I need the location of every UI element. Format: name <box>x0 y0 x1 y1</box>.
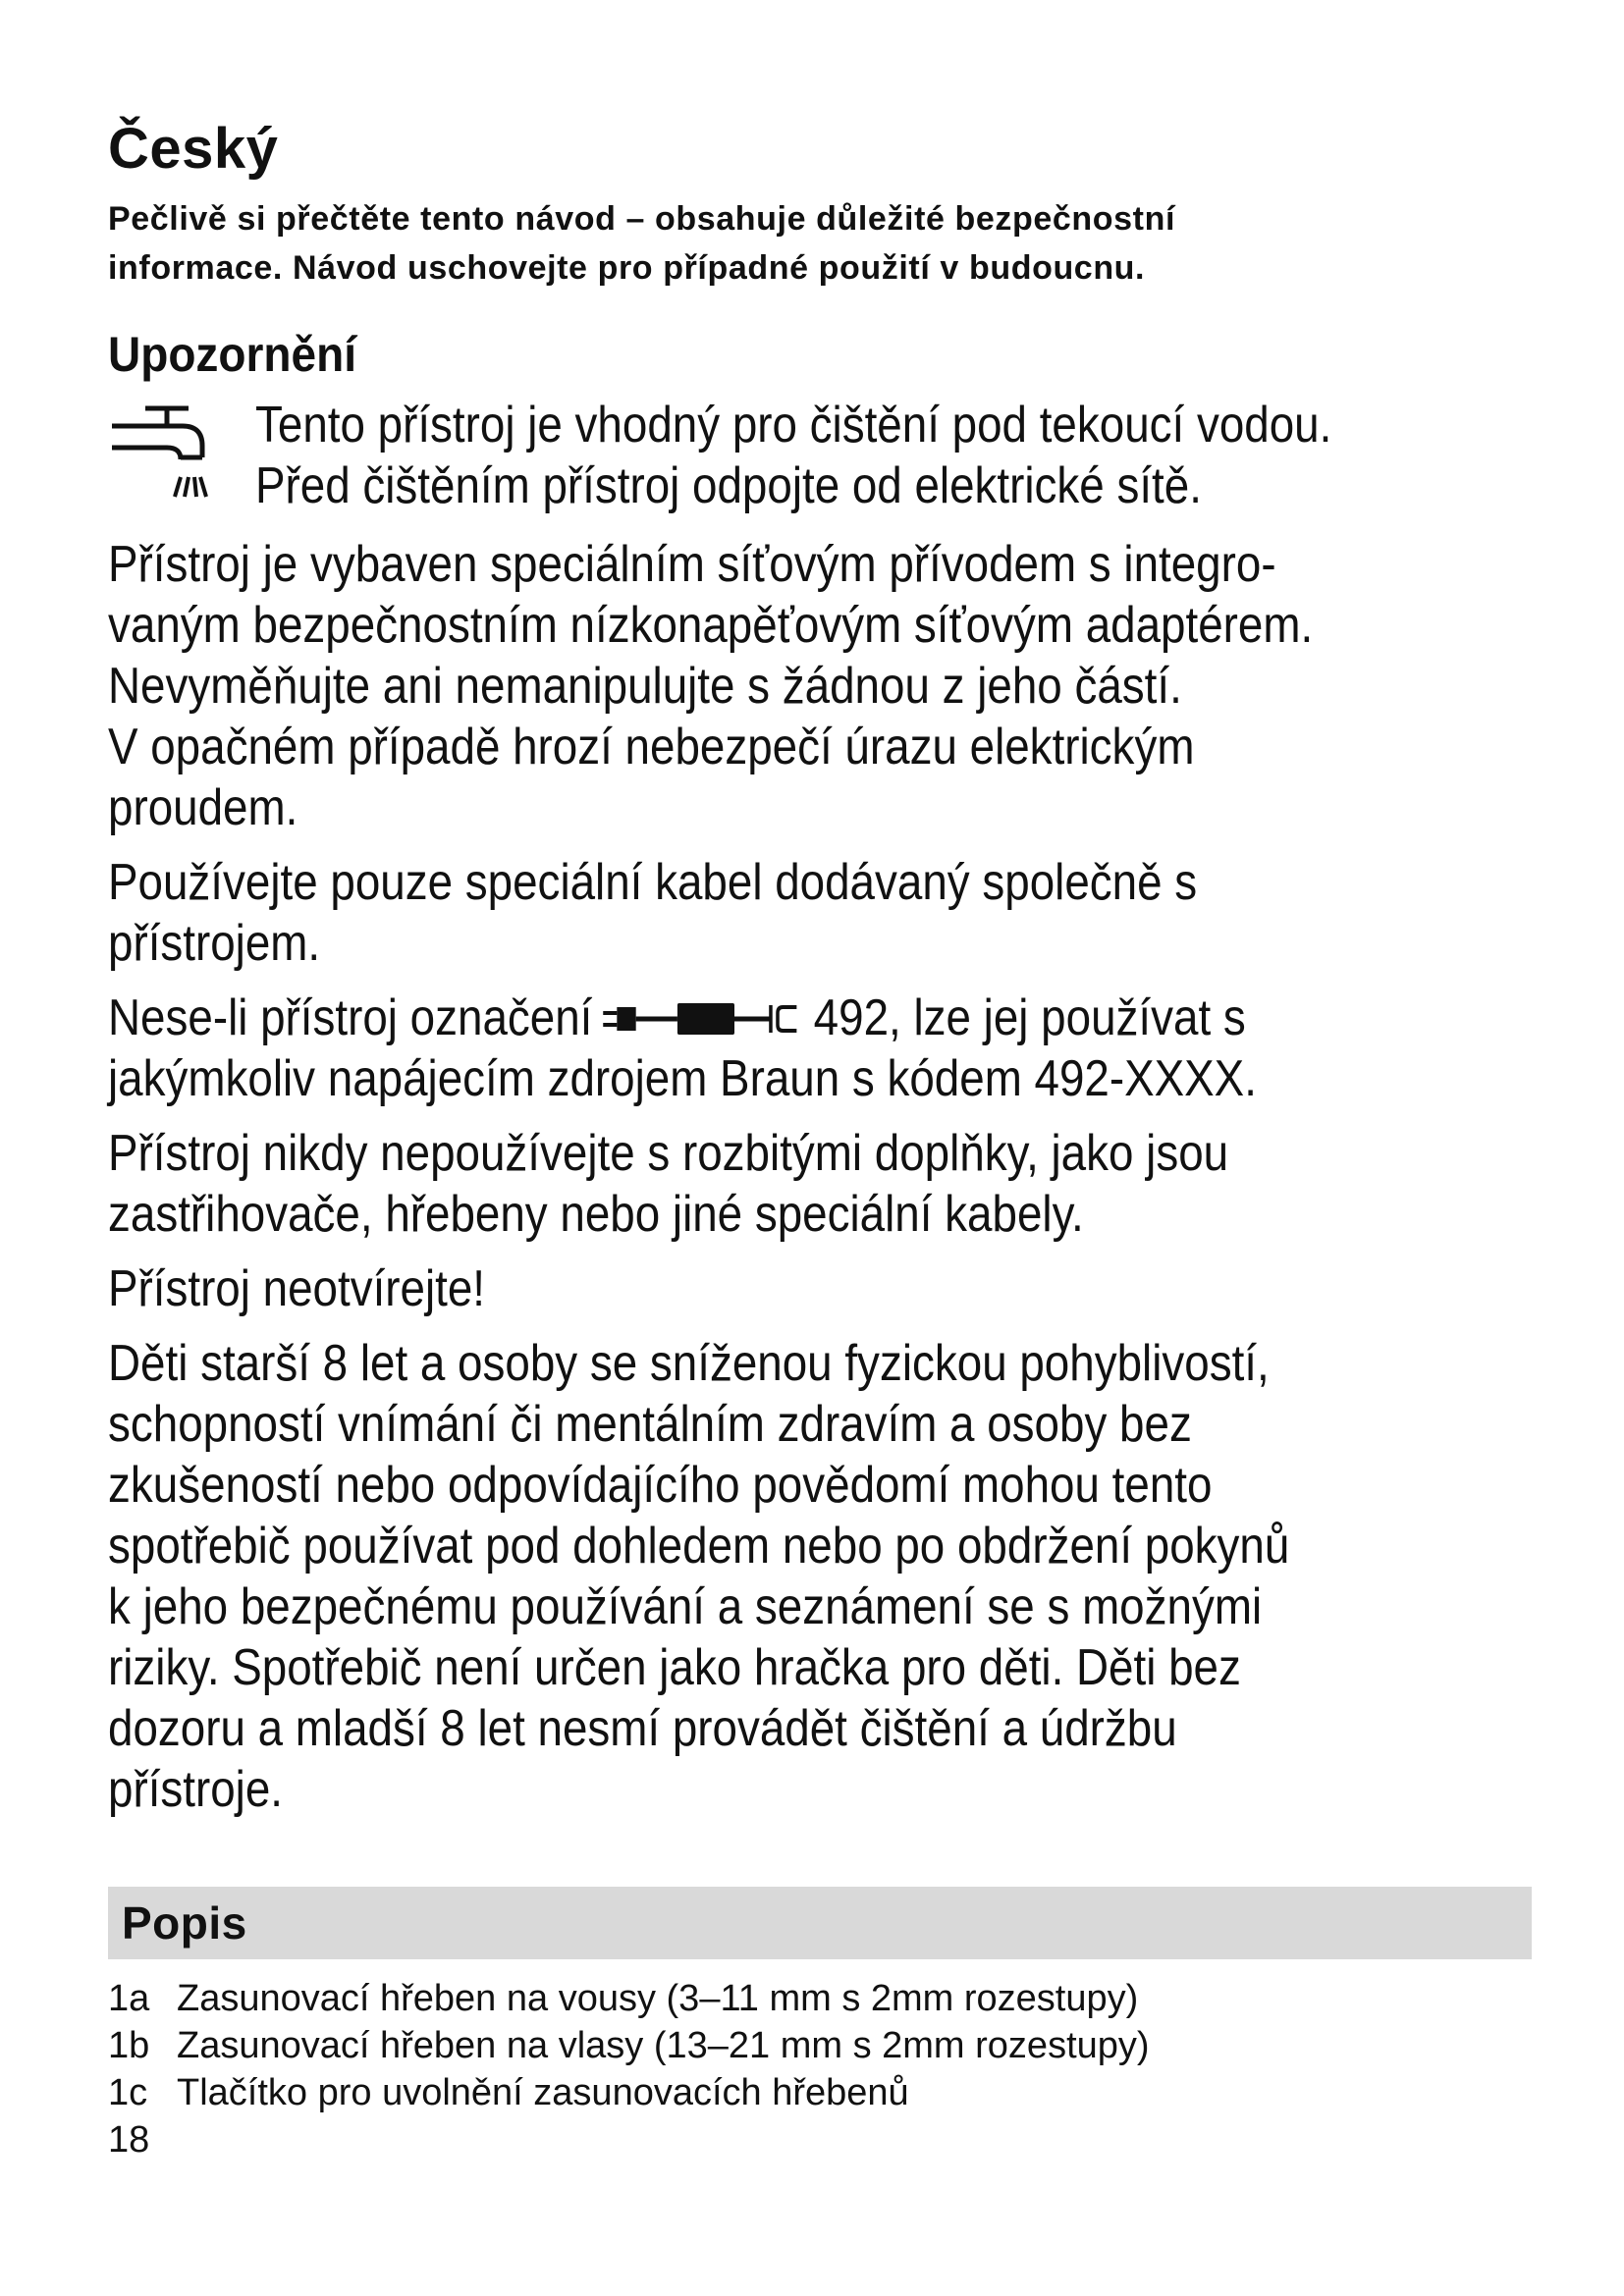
text-line: zastřihovače, hřebeny nebo jiné speciální kabely. <box>108 1186 1084 1243</box>
page-number: 18 <box>108 2119 150 2161</box>
paragraph-accessories <box>108 1123 1499 1245</box>
cleaning-notice <box>108 395 1532 518</box>
text-line: Přístroj je vybaven speciálním síťovým přívodem s integro- <box>108 536 1276 593</box>
text-line: proudem. <box>108 779 298 836</box>
text-segment: Nese-li přístroj označení <box>108 989 593 1046</box>
part-number: 1a <box>108 1978 150 2019</box>
part-label: Zasunovací hřeben na vousy (3–11 mm s 2mm rozestupy) <box>177 1978 1139 2019</box>
text-line: Nevyměňujte ani nemanipulujte s žádnou z jeho částí. <box>108 658 1182 715</box>
text-line: Přístroj neotvírejte! <box>108 1260 486 1317</box>
text-line: Používejte pouze speciální kabel dodávaný společně s <box>108 854 1198 911</box>
text-line: vaným bezpečnostním nízkonapěťovým síťovým adaptérem. <box>108 597 1314 654</box>
text-line: spotřebič používat pod dohledem nebo po obdržení pokynů <box>108 1518 1290 1575</box>
cleaning-notice-text <box>255 395 1624 516</box>
paragraph-do-not-open <box>108 1258 1499 1319</box>
part-label: Tlačítko pro uvolnění zasunovacích hřebenů <box>177 2072 909 2113</box>
parts-list <box>108 1975 1532 2116</box>
part-label: Zasunovací hřeben na vlasy (13–21 mm s 2mm rozestupy) <box>177 2025 1150 2066</box>
paragraph-power-supply-code <box>108 988 1499 1109</box>
text-line: přístroje. <box>108 1761 284 1818</box>
intro-line: Pečlivě si přečtěte tento návod – obsahuje důležité bezpečnostní <box>108 200 1176 238</box>
text-segment: 492, lze jej používat s <box>813 989 1246 1046</box>
list-item <box>108 1975 1532 2022</box>
description-title: Popis <box>122 1897 247 1949</box>
text-line: jakýmkoliv napájecím zdrojem Braun s kódem 492-XXXX. <box>108 1050 1257 1107</box>
text-line: k jeho bezpečnému používání a seznámení se s možnými <box>108 1578 1263 1635</box>
tap-water-icon <box>108 400 224 510</box>
intro-text <box>108 194 1532 293</box>
part-number: 1b <box>108 2025 150 2066</box>
text-line: riziky. Spotřebič není určen jako hračka pro děti. Děti bez <box>108 1639 1241 1696</box>
text-line: V opačném případě hrozí nebezpečí úrazu elektrickým <box>108 719 1195 775</box>
part-number: 1c <box>108 2072 148 2113</box>
text-line: dozoru a mladší 8 let nesmí provádět čištění a údržbu <box>108 1700 1177 1757</box>
text-line <box>108 988 1499 1048</box>
text-line: Děti starší 8 let a osoby se sníženou fyzickou pohyblivostí, <box>108 1335 1270 1392</box>
description-header-bar <box>108 1887 1532 1959</box>
manual-page <box>108 108 1532 2163</box>
intro-line: informace. Návod uschovejte pro případné použití v budoucnu. <box>108 249 1146 287</box>
text-line: Před čištěním přístroj odpojte od elektrické sítě. <box>255 457 1202 514</box>
power-supply-icon <box>601 999 808 1039</box>
warning-title: Upozornění <box>108 327 356 382</box>
text-line: zkušeností nebo odpovídajícího povědomí mohou tento <box>108 1457 1213 1514</box>
language-title: Český <box>108 117 279 181</box>
paragraph-power-adapter <box>108 534 1499 838</box>
text-line: Tento přístroj je vhodný pro čištění pod tekoucí vodou. <box>255 397 1332 454</box>
text-line: přístrojem. <box>108 915 321 972</box>
list-item <box>108 2022 1532 2069</box>
paragraph-children-safety <box>108 1333 1499 1820</box>
list-item <box>108 2069 1532 2116</box>
text-line: schopností vnímání či mentálním zdravím a osoby bez <box>108 1396 1192 1453</box>
paragraph-cable <box>108 852 1499 974</box>
text-line: Přístroj nikdy nepoužívejte s rozbitými doplňky, jako jsou <box>108 1125 1229 1182</box>
